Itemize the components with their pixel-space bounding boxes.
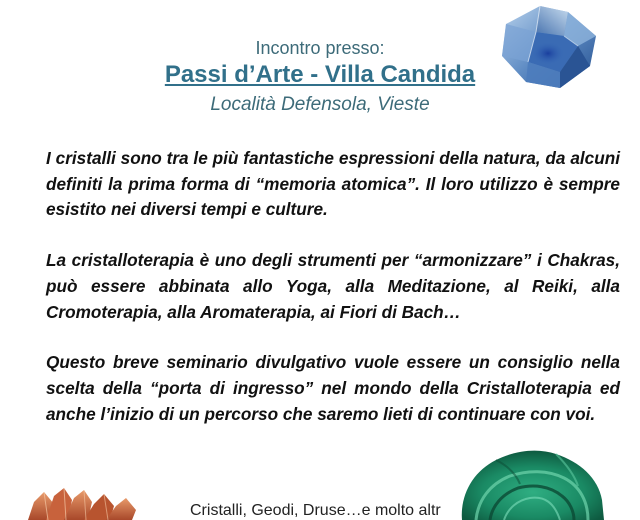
venue-location: Località Defensola, Vieste	[210, 94, 430, 115]
orange-aragonite-cluster-image	[24, 484, 144, 520]
flyer-body	[46, 146, 620, 452]
meeting-intro-label: Incontro presso:	[255, 38, 385, 58]
footer-caption: Cristalli, Geodi, Druse…e molto altr	[190, 502, 441, 519]
venue-title: Passi d’Arte - Villa Candida	[164, 61, 476, 88]
green-malachite-stone-image	[456, 444, 606, 520]
paragraph-crystal-therapy: La cristalloterapia è uno degli strumenti per “armonizzare” i Chakras, può essere abbinata allo Yoga, alla Meditazione, al Reiki, alla Cromoterapia, alla Aromaterapia, ai Fiori di Bach…	[46, 250, 620, 322]
flyer-header	[0, 36, 640, 118]
paragraph-crystals: I cristalli sono tra le più fantastiche espressioni della natura, da alcuni definiti la prima forma di “memoria atomica”. Il loro utilizzo è sempre esistito nei diversi tempi e culture.	[46, 148, 620, 220]
paragraph-seminar: Questo breve seminario divulgativo vuole essere un consiglio nella scelta della “porta di ingresso” nel mondo della Cristalloterapia ed anche l’inizio di un percorso che saremo lieti di continuare con voi.	[46, 352, 620, 424]
